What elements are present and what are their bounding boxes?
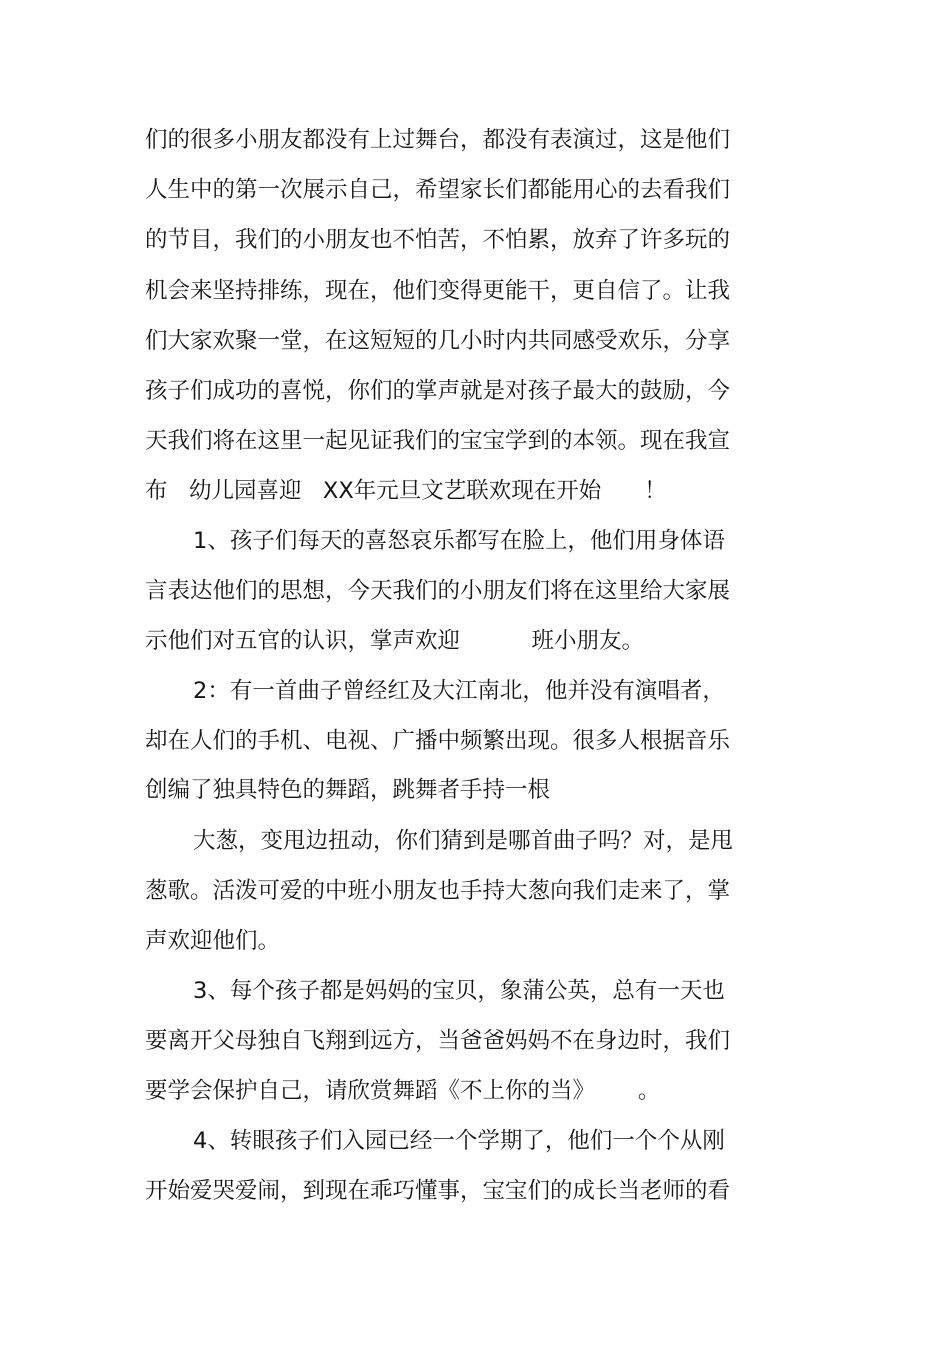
text-line: 要离开父母独自飞翔到远方，当爸爸妈妈不在身边时，我们 xyxy=(145,1028,731,1054)
paragraph-2-line: 2：有一首曲子曾经红及大江南北，他并没有演唱者， xyxy=(193,678,725,704)
text-line: 机会来坚持排练，现在，他们变得更能干，更自信了。让我 xyxy=(145,278,731,304)
text-line: 人生中的第一次展示自己，希望家长们都能用心的去看我们 xyxy=(145,177,731,203)
paragraph-4-line: 4、转眼孩子们入园已经一个学期了，他们一个个从刚 xyxy=(193,1128,725,1154)
text-line: 的节目，我们的小朋友也不怕苦，不怕累，放弃了许多玩的 xyxy=(145,227,731,253)
text-line: 天我们将在这里一起见证我们的宝宝学到的本领。现在我宣 xyxy=(145,428,731,454)
text-line: 却在人们的手机、电视、广播中频繁出现。很多人根据音乐 xyxy=(145,728,731,754)
text-line: 要学会保护自己，请欣赏舞蹈《不上你的当》 。 xyxy=(145,1078,661,1104)
text-line: 示他们对五官的认识，掌声欢迎 班小朋友。 xyxy=(145,628,645,654)
text-line: 开始爱哭爱闹，到现在乖巧懂事，宝宝们的成长当老师的看 xyxy=(145,1178,731,1204)
paragraph-1-line: 1、孩子们每天的喜怒哀乐都写在脸上，他们用身体语 xyxy=(193,528,725,554)
text-line: 声欢迎他们。 xyxy=(145,928,281,954)
paragraph-continued-line: 大葱，变甩边扭动，你们猜到是哪首曲子吗？对，是甩 xyxy=(193,828,734,854)
text-line: 创编了独具特色的舞蹈，跳舞者手持一根 xyxy=(145,777,551,803)
text-line: 言表达他们的思想，今天我们的小朋友们将在这里给大家展 xyxy=(145,578,731,604)
text-line: 葱歌。活泼可爱的中班小朋友也手持大葱向我们走来了，掌 xyxy=(145,878,731,904)
text-line: 布 幼儿园喜迎 XX年元旦文艺联欢现在开始 ！ xyxy=(145,478,667,504)
paragraph-3-line: 3、每个孩子都是妈妈的宝贝，象蒲公英，总有一天也 xyxy=(193,978,725,1004)
text-line: 们的很多小朋友都没有上过舞台，都没有表演过，这是他们 xyxy=(145,127,731,153)
text-line: 孩子们成功的喜悦，你们的掌声就是对孩子最大的鼓励，今 xyxy=(145,378,731,404)
text-line: 们大家欢聚一堂，在这短短的几小时内共同感受欢乐，分享 xyxy=(145,328,731,354)
